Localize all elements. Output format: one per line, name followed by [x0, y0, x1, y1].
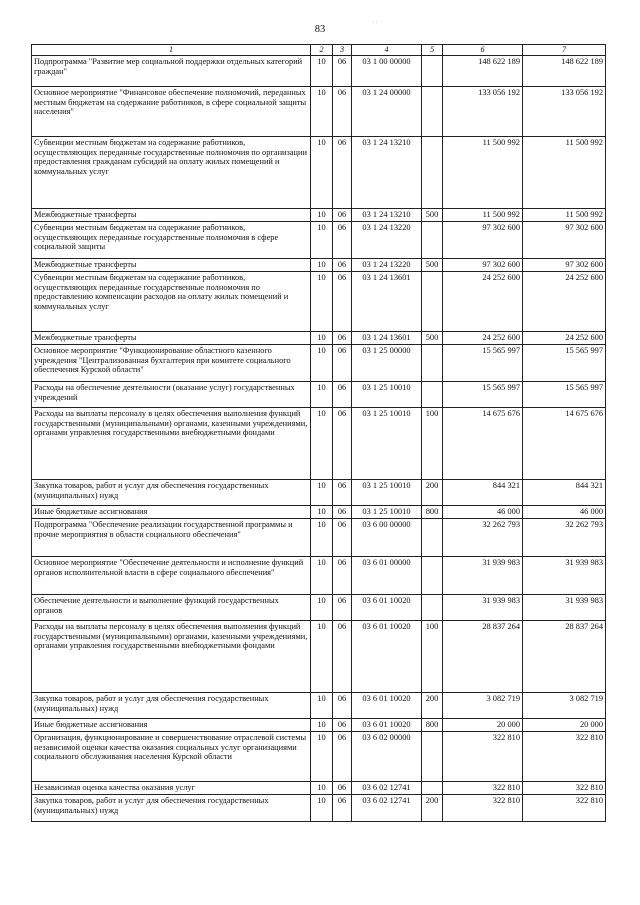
column-header: 1 [32, 45, 311, 56]
row-target-article-cell: 03 6 00 00000 [352, 518, 422, 556]
row-section-cell: 10 [311, 271, 333, 331]
row-subsection-cell: 06 [333, 556, 352, 594]
row-target-article-cell: 03 1 00 00000 [352, 55, 422, 86]
row-name-cell: Обеспечение деятельности и выполнение функций государственных органов [32, 594, 311, 620]
column-header: 6 [443, 45, 523, 56]
table-row [32, 692, 606, 718]
row-amount-cell: 31 939 983 [523, 556, 606, 594]
row-amount-cell: 31 939 983 [443, 594, 523, 620]
row-section-cell: 10 [311, 86, 333, 136]
row-amount-cell: 46 000 [443, 505, 523, 518]
row-amount-cell: 322 810 [523, 794, 606, 821]
row-target-article-cell: 03 6 01 10020 [352, 718, 422, 731]
row-target-article-cell: 03 1 24 13220 [352, 258, 422, 271]
row-section-cell: 10 [311, 781, 333, 794]
row-amount-cell: 15 565 997 [443, 344, 523, 381]
row-section-cell: 10 [311, 794, 333, 821]
table-row [32, 208, 606, 221]
row-name-cell: Основное мероприятие "Функционирование областного казенного учреждения "Централизованная бухгалтерия при комитете социального обеспечения Курской области" [32, 344, 311, 381]
row-section-cell: 10 [311, 718, 333, 731]
row-expense-type-cell [422, 731, 443, 781]
table-row [32, 620, 606, 692]
row-amount-cell: 148 622 189 [523, 55, 606, 86]
row-subsection-cell: 06 [333, 620, 352, 692]
row-expense-type-cell: 100 [422, 407, 443, 479]
table-row [32, 505, 606, 518]
row-target-article-cell: 03 6 01 10020 [352, 692, 422, 718]
table-row [32, 331, 606, 344]
row-expense-type-cell: 500 [422, 258, 443, 271]
row-section-cell: 10 [311, 479, 333, 505]
row-subsection-cell: 06 [333, 86, 352, 136]
row-section-cell: 10 [311, 505, 333, 518]
row-target-article-cell: 03 1 24 13210 [352, 208, 422, 221]
row-amount-cell: 31 939 983 [443, 556, 523, 594]
row-amount-cell: 322 810 [443, 794, 523, 821]
table-row [32, 556, 606, 594]
row-target-article-cell: 03 6 01 10020 [352, 594, 422, 620]
row-amount-cell: 322 810 [443, 731, 523, 781]
budget-table-body [32, 45, 606, 822]
column-number-header-row [32, 45, 606, 56]
table-row [32, 55, 606, 86]
row-section-cell: 10 [311, 221, 333, 258]
table-row [32, 731, 606, 781]
row-section-cell: 10 [311, 258, 333, 271]
row-name-cell: Закупка товаров, работ и услуг для обеспечения государственных (муниципальных) нужд [32, 479, 311, 505]
row-expense-type-cell [422, 271, 443, 331]
row-subsection-cell: 06 [333, 731, 352, 781]
row-subsection-cell: 06 [333, 479, 352, 505]
row-amount-cell: 97 302 600 [443, 221, 523, 258]
row-expense-type-cell [422, 55, 443, 86]
row-amount-cell: 133 056 192 [523, 86, 606, 136]
table-row [32, 518, 606, 556]
row-amount-cell: 24 252 600 [443, 271, 523, 331]
row-name-cell: Субвенции местным бюджетам на содержание работников, осуществляющих переданные государственные полномочия в сфере социальной защиты [32, 221, 311, 258]
row-expense-type-cell [422, 86, 443, 136]
row-amount-cell: 32 262 793 [443, 518, 523, 556]
row-expense-type-cell: 200 [422, 692, 443, 718]
row-name-cell: Основное мероприятие "Финансовое обеспечение полномочий, переданных местным бюджетам на содержание работников, в сфере социальной защиты населения" [32, 86, 311, 136]
row-amount-cell: 97 302 600 [523, 221, 606, 258]
row-target-article-cell: 03 1 24 00000 [352, 86, 422, 136]
row-target-article-cell: 03 1 25 10010 [352, 381, 422, 407]
row-name-cell: Межбюджетные трансферты [32, 208, 311, 221]
row-subsection-cell: 06 [333, 221, 352, 258]
row-expense-type-cell [422, 344, 443, 381]
row-section-cell: 10 [311, 208, 333, 221]
row-amount-cell: 15 565 997 [523, 344, 606, 381]
row-subsection-cell: 06 [333, 718, 352, 731]
row-subsection-cell: 06 [333, 55, 352, 86]
table-row [32, 221, 606, 258]
table-row [32, 794, 606, 821]
row-amount-cell: 24 252 600 [443, 331, 523, 344]
row-amount-cell: 31 939 983 [523, 594, 606, 620]
table-row [32, 407, 606, 479]
row-name-cell: Подпрограмма "Обеспечение реализации государственной программы и прочие мероприятия в области социального обеспечения" [32, 518, 311, 556]
row-subsection-cell: 06 [333, 208, 352, 221]
row-amount-cell: 148 622 189 [443, 55, 523, 86]
row-target-article-cell: 03 1 24 13220 [352, 221, 422, 258]
row-name-cell: Межбюджетные трансферты [32, 258, 311, 271]
column-header: 4 [352, 45, 422, 56]
row-section-cell: 10 [311, 518, 333, 556]
row-section-cell: 10 [311, 381, 333, 407]
row-target-article-cell: 03 1 25 10010 [352, 407, 422, 479]
row-name-cell: Расходы на обеспечение деятельности (оказание услуг) государственных учреждений [32, 381, 311, 407]
row-expense-type-cell [422, 221, 443, 258]
row-target-article-cell: 03 1 25 00000 [352, 344, 422, 381]
table-row [32, 271, 606, 331]
row-name-cell: Межбюджетные трансферты [32, 331, 311, 344]
column-header: 2 [311, 45, 333, 56]
row-amount-cell: 32 262 793 [523, 518, 606, 556]
row-name-cell: Закупка товаров, работ и услуг для обеспечения государственных (муниципальных) нужд [32, 692, 311, 718]
table-row [32, 781, 606, 794]
column-header: 3 [333, 45, 352, 56]
table-row [32, 258, 606, 271]
row-target-article-cell: 03 6 01 10020 [352, 620, 422, 692]
row-section-cell: 10 [311, 620, 333, 692]
page-number: 83 [314, 24, 326, 35]
row-target-article-cell: 03 1 24 13210 [352, 136, 422, 208]
row-amount-cell: 97 302 600 [443, 258, 523, 271]
table-row [32, 594, 606, 620]
row-subsection-cell: 06 [333, 518, 352, 556]
row-name-cell: Независимая оценка качества оказания услуг [32, 781, 311, 794]
row-target-article-cell: 03 6 02 12741 [352, 794, 422, 821]
row-target-article-cell: 03 1 24 13601 [352, 271, 422, 331]
row-expense-type-cell: 800 [422, 718, 443, 731]
row-amount-cell: 11 500 992 [523, 208, 606, 221]
row-name-cell: Субвенции местным бюджетам на содержание работников, осуществляющих переданные государственные полномочия по предоставлению компенсации расходов на оплату жилых помещений и коммунальных услуг [32, 271, 311, 331]
row-amount-cell: 844 321 [523, 479, 606, 505]
row-amount-cell: 133 056 192 [443, 86, 523, 136]
row-amount-cell: 11 500 992 [523, 136, 606, 208]
row-subsection-cell: 06 [333, 505, 352, 518]
row-expense-type-cell: 200 [422, 794, 443, 821]
row-amount-cell: 20 000 [443, 718, 523, 731]
row-subsection-cell: 06 [333, 331, 352, 344]
row-section-cell: 10 [311, 731, 333, 781]
row-amount-cell: 15 565 997 [443, 381, 523, 407]
row-section-cell: 10 [311, 692, 333, 718]
column-header: 5 [422, 45, 443, 56]
row-subsection-cell: 06 [333, 692, 352, 718]
table-row [32, 718, 606, 731]
table-row [32, 86, 606, 136]
row-section-cell: 10 [311, 344, 333, 381]
row-expense-type-cell: 500 [422, 208, 443, 221]
row-expense-type-cell [422, 594, 443, 620]
row-expense-type-cell: 800 [422, 505, 443, 518]
row-amount-cell: 46 000 [523, 505, 606, 518]
row-target-article-cell: 03 1 25 10010 [352, 505, 422, 518]
row-section-cell: 10 [311, 331, 333, 344]
row-subsection-cell: 06 [333, 344, 352, 381]
row-amount-cell: 28 837 264 [443, 620, 523, 692]
row-expense-type-cell [422, 518, 443, 556]
row-name-cell: Иные бюджетные ассигнования [32, 718, 311, 731]
row-name-cell: Расходы на выплаты персоналу в целях обеспечения выполнения функций государственными (муниципальными) органами, казенными учреждениями, органами управления государственными внебюджетными фондами [32, 620, 311, 692]
row-name-cell: Подпрограмма "Развитие мер социальной поддержки отдельных категорий граждан" [32, 55, 311, 86]
row-expense-type-cell [422, 381, 443, 407]
row-section-cell: 10 [311, 594, 333, 620]
row-amount-cell: 3 082 719 [443, 692, 523, 718]
table-row [32, 479, 606, 505]
row-subsection-cell: 06 [333, 136, 352, 208]
row-name-cell: Расходы на выплаты персоналу в целях обеспечения выполнения функций государственными (муниципальными) органами, казенными учреждениями, органами управления государственными внебюджетными фондами [32, 407, 311, 479]
row-amount-cell: 14 675 676 [523, 407, 606, 479]
row-subsection-cell: 06 [333, 407, 352, 479]
row-expense-type-cell: 100 [422, 620, 443, 692]
row-target-article-cell: 03 1 25 10010 [352, 479, 422, 505]
row-expense-type-cell [422, 556, 443, 594]
row-target-article-cell: 03 6 02 12741 [352, 781, 422, 794]
row-expense-type-cell: 200 [422, 479, 443, 505]
row-subsection-cell: 06 [333, 381, 352, 407]
row-amount-cell: 14 675 676 [443, 407, 523, 479]
row-name-cell: Субвенции местным бюджетам на содержание работников, осуществляющих переданные государственные полномочия по организации предоставления гражданам субсидий на оплату жилых помещений и коммунальных услуг [32, 136, 311, 208]
row-amount-cell: 322 810 [443, 781, 523, 794]
row-name-cell: Организация, функционирование и совершенствование отраслевой системы независимой оценки качества оказания социальных услуг организациями социального обслуживания населения Курской области [32, 731, 311, 781]
row-amount-cell: 322 810 [523, 731, 606, 781]
table-row [32, 381, 606, 407]
row-expense-type-cell [422, 136, 443, 208]
row-name-cell: Основное мероприятие "Обеспечение деятельности и исполнение функций органов исполнительной власти в сфере социального обеспечения" [32, 556, 311, 594]
row-section-cell: 10 [311, 407, 333, 479]
row-section-cell: 10 [311, 136, 333, 208]
row-amount-cell: 15 565 997 [523, 381, 606, 407]
row-amount-cell: 24 252 600 [523, 331, 606, 344]
row-target-article-cell: 03 6 02 00000 [352, 731, 422, 781]
row-subsection-cell: 06 [333, 271, 352, 331]
table-row [32, 136, 606, 208]
row-amount-cell: 3 082 719 [523, 692, 606, 718]
budget-table [31, 44, 606, 822]
row-target-article-cell: 03 1 24 13601 [352, 331, 422, 344]
row-name-cell: Закупка товаров, работ и услуг для обеспечения государственных (муниципальных) нужд [32, 794, 311, 821]
column-header: 7 [523, 45, 606, 56]
row-subsection-cell: 06 [333, 258, 352, 271]
row-amount-cell: 97 302 600 [523, 258, 606, 271]
row-amount-cell: 844 321 [443, 479, 523, 505]
row-subsection-cell: 06 [333, 594, 352, 620]
row-subsection-cell: 06 [333, 794, 352, 821]
row-name-cell: Иные бюджетные ассигнования [32, 505, 311, 518]
scan-speck: · · [372, 20, 378, 26]
row-amount-cell: 24 252 600 [523, 271, 606, 331]
row-amount-cell: 20 000 [523, 718, 606, 731]
row-target-article-cell: 03 6 01 00000 [352, 556, 422, 594]
row-section-cell: 10 [311, 556, 333, 594]
row-section-cell: 10 [311, 55, 333, 86]
row-amount-cell: 11 500 992 [443, 136, 523, 208]
row-subsection-cell: 06 [333, 781, 352, 794]
table-row [32, 344, 606, 381]
row-amount-cell: 28 837 264 [523, 620, 606, 692]
row-amount-cell: 11 500 992 [443, 208, 523, 221]
row-expense-type-cell: 500 [422, 331, 443, 344]
row-expense-type-cell [422, 781, 443, 794]
row-amount-cell: 322 810 [523, 781, 606, 794]
